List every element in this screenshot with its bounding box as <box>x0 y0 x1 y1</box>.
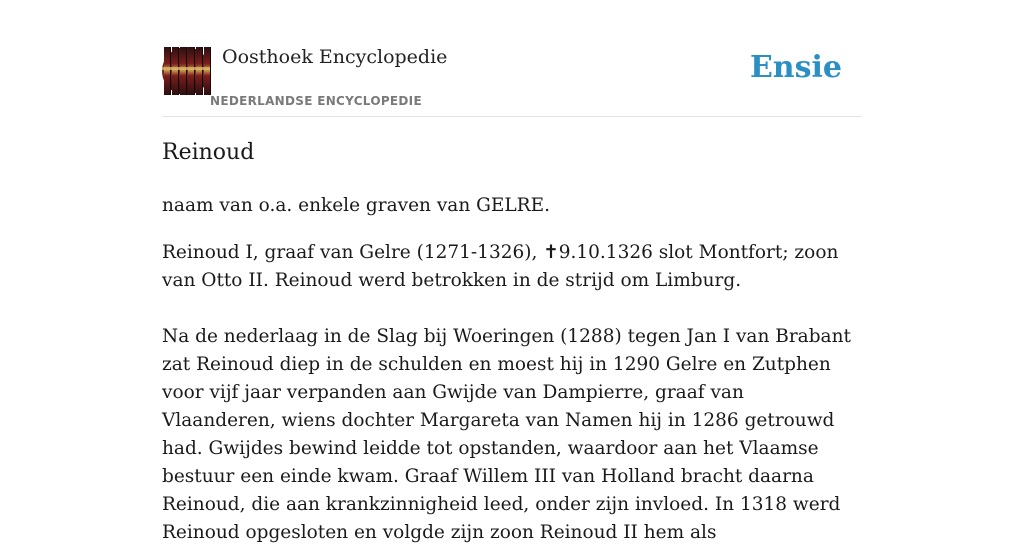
source-name[interactable]: Oosthoek Encyclopedie <box>222 46 448 68</box>
book-spine <box>204 47 211 95</box>
article-paragraph: Reinoud I, graaf van Gelre (1271-1326), ✝9.10.1326 slot Montfort; zoon van Otto II. Reinoud werd betrokken in de strijd om Limburg. <box>162 242 839 291</box>
book-spine <box>180 47 187 95</box>
article-intro: naam van o.a. enkele graven van GELRE. <box>162 195 550 216</box>
source-subtitle: NEDERLANDSE ENCYCLOPEDIE <box>210 94 422 108</box>
site-header <box>162 0 862 117</box>
book-spine <box>188 47 195 95</box>
book-band <box>162 67 210 70</box>
encyclopedia-books-logo[interactable] <box>162 47 210 95</box>
article-paragraph: Na de nederlaag in de Slag bij Woeringen (1288) tegen Jan I van Brabant zat Reinoud diep in de schulden en moest hij in 1290 Gelre en Zutphen voor vijf jaar verpanden aan Gwijde van Dampierre, graaf van Vlaanderen, wiens dochter Margareta van Namen hij in 1286 getrouwd had. Gwijdes bewind leidde tot opstanden, waardoor aan het Vlaamse bestuur een einde kwam. Graaf Willem III van Holland bracht daarna Reinoud, die aan krankzinnigheid leed, onder zijn invloed. In 1318 werd Reinoud opgesloten en volgde zijn zoon Reinoud II hem als <box>162 326 851 543</box>
book-spine <box>164 47 171 95</box>
book-spine <box>196 47 203 95</box>
ensie-logo-link[interactable]: Ensie <box>749 50 842 85</box>
page-container <box>162 0 862 543</box>
book-spine <box>172 47 179 95</box>
page-title: Reinoud <box>162 140 255 165</box>
article-body <box>162 192 862 547</box>
